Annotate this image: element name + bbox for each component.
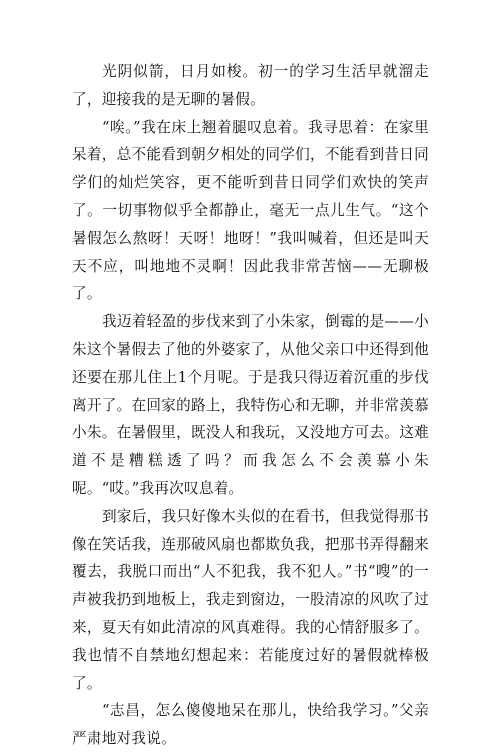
paragraph-1: 光阴似箭，日月如梭。初一的学习生活早就溜走了，迎接我的是无聊的暑假。 (72, 63, 429, 108)
paragraph-4: 到家后，我只好像木头似的在看书，但我觉得那书像在笑话我，连那破风扇也都欺负我，把那书弄得翻来覆去，我脱口而出“人不犯我，我不犯人。”书“嗖”的一声被我扔到地板上，我走到窗边，一股清凉的风吹了过来，夏天有如此清凉的风真难得。我的心情舒服多了。我也情不自禁地幻想起来：若能度过好的暑假就棒极了。 (72, 507, 429, 692)
paragraph-2: “唉。”我在床上翘着腿叹息着。我寻思着：在家里呆着，总不能看到朝夕相处的同学们，不能看到昔日同学们的灿烂笑容，更不能听到昔日同学们欢快的笑声了。一切事物似乎全都静止，毫无一点儿生气。“这个暑假怎么熬呀！天呀！地呀！”我叫喊着，但还是叫天天不应，叫地地不灵啊！因此我非常苦恼——无聊极了。 (72, 118, 429, 303)
essay-body (72, 58, 429, 753)
paragraph-5: “志昌，怎么傻傻地呆在那儿，快给我学习。”父亲严肃地对我说。 (72, 702, 429, 748)
paragraph-3: 我迈着轻盈的步伐来到了小朱家，倒霉的是——小朱这个暑假去了他的外婆家了，从他父亲口中还得到他还要在那儿住上1个月呢。于是我只得迈着沉重的步伐离开了。在回家的路上，我特伤心和无聊，并非常羡慕小朱。在暑假里，既没人和我玩，又没地方可去。这难道不是糟糕透了吗？而我怎么不会羡慕小朱呢。“哎。”我再次叹息着。 (72, 313, 429, 497)
